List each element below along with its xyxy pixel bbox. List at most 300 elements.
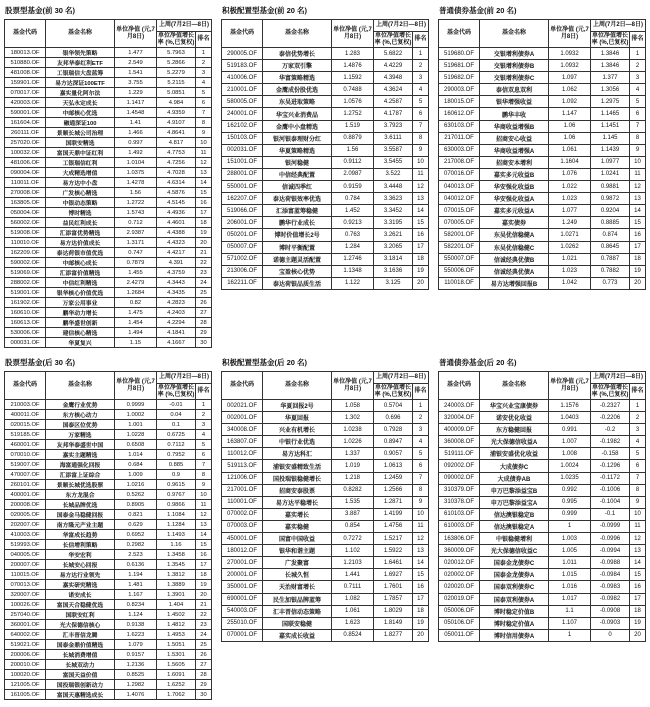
growth-cell: -0.1004 [591,496,630,508]
fund-name-cell: 民生加银品牌蓝筹 [263,593,332,605]
table-row [5,68,212,78]
table-row [439,156,646,168]
fund-code-cell: 200008.OF [5,500,46,510]
rank-cell: 17 [413,593,429,605]
growth-cell: 0.9872 [591,193,630,205]
table-title: 普通债券基金(前 20 名) [439,6,517,15]
nav-cell: 1.492 [115,148,157,158]
nav-cell: 1.0576 [332,96,374,108]
growth-cell: 1.1465 [591,108,630,120]
col-header-nav: 单位净值 (元,7月8日) [332,20,374,48]
table-row [439,168,646,180]
rank-cell: 17 [196,208,212,218]
fund-code-cell: 630003.OF [439,144,480,156]
table-row [5,308,212,318]
growth-cell: 0.9615 [157,480,196,490]
nav-cell: 1.466 [115,128,157,138]
fund-code-cell: 519001.OF [5,288,46,298]
fund-code-cell: 020015.OF [5,420,46,430]
nav-cell: 1.452 [332,205,374,217]
fund-code-cell: 582201.OF [439,241,480,253]
table-row [5,208,212,218]
table-row [5,410,212,420]
nav-cell: 1.076 [549,168,591,180]
nav-cell: 1.06 [549,120,591,132]
fund-name-cell: 嘉实多元收益B [480,168,549,180]
table-row [439,205,646,217]
fund-code-cell: 040005.OF [5,550,46,560]
fund-code-cell: 002031.OF [222,144,263,156]
rank-cell: 21 [196,248,212,258]
fund-code-cell: 460001.OF [5,440,46,450]
fund-code-cell: 110012.OF [222,448,263,460]
rank-cell: 16 [630,229,646,241]
fund-code-cell: 092002.OF [439,460,480,472]
rank-cell: 25 [196,288,212,298]
table-row [5,670,212,680]
rank-cell: 16 [413,581,429,593]
nav-cell: 0.9138 [115,620,157,630]
fund-name-cell: 嘉实债券 [480,217,549,229]
growth-cell: -0.0999 [591,520,630,532]
table-row [222,496,429,508]
fund-name-cell: 博时稳定价值B [480,605,549,617]
fund-name-cell: 信诚四季红 [263,181,332,193]
table-row [439,60,646,72]
rank-cell: 20 [630,629,646,641]
table-row [439,629,646,641]
nav-cell: 1.0403 [549,412,591,424]
growth-cell: 4.4388 [157,228,196,238]
growth-cell: 1.4756 [374,520,413,532]
rank-cell: 12 [413,533,429,545]
rank-cell: 2 [630,60,646,72]
fund-code-cell: 560002.OF [5,218,46,228]
rank-cell: 1 [413,400,429,412]
rank-cell: 30 [196,690,212,700]
rank-cell: 9 [630,496,646,508]
rank-cell: 16 [413,229,429,241]
col-header-rank: 排名 [630,32,646,48]
allocation-funds-bottom-table [221,371,429,642]
growth-cell: 0.9057 [374,448,413,460]
fund-name-cell: 益民红利成长 [46,218,115,228]
rank-cell: 1 [630,48,646,60]
growth-cell: 4.8641 [157,128,196,138]
growth-cell: 4.3624 [374,84,413,96]
fund-name-cell: 富国天合稳健优选 [46,600,115,610]
nav-cell: 3.887 [332,508,374,520]
fund-name-cell: 国投瑞银稳健增长 [263,472,332,484]
table-row [439,448,646,460]
table-row [222,460,429,472]
table-row [5,530,212,540]
growth-cell: 1.1493 [157,530,196,540]
nav-cell: 1.455 [115,268,157,278]
fund-code-cell: 161902.OF [5,298,46,308]
rank-cell: 21 [196,600,212,610]
growth-cell: 4.3435 [157,288,196,298]
rank-cell: 5 [630,96,646,108]
nav-cell: 1.56 [115,188,157,198]
fund-code-cell: 151001.OF [222,156,263,168]
rank-cell: 14 [196,178,212,188]
nav-cell: 1.1348 [332,265,374,277]
rank-cell: 12 [196,510,212,520]
rank-cell: 8 [413,484,429,496]
fund-name-cell: 汇添富价值精选 [46,268,115,278]
fund-code-cell: 162102.OF [222,120,263,132]
rank-cell: 6 [196,450,212,460]
fund-code-cell: 160612.OF [439,108,480,120]
nav-cell: 0.991 [549,424,591,436]
nav-cell: 1.097 [549,72,591,84]
table-row [222,424,429,436]
fund-name-cell: 汇添富蓝筹稳健 [263,205,332,217]
table-row [439,545,646,557]
fund-name-cell: 鹏华盛世创新 [46,318,115,328]
table-row [5,500,212,510]
nav-cell: 1.5743 [115,208,157,218]
fund-name-cell: 华商收益增强A [480,144,549,156]
fund-code-cell: 200007.OF [5,560,46,570]
growth-cell: 1.3545 [157,560,196,570]
table-row [5,470,212,480]
nav-cell: 1.061 [332,605,374,617]
fund-name-cell: 国投瑞银创新动力 [46,680,115,690]
fund-code-cell: 400009.OF [439,424,480,436]
nav-cell: 0.995 [549,496,591,508]
table-row [5,198,212,208]
fund-code-cell: 050201.OF [222,229,263,241]
growth-cell: -0.01 [157,400,196,410]
fund-code-cell: 160610.OF [5,308,46,318]
rank-cell: 10 [196,138,212,148]
nav-cell: 1.194 [115,570,157,580]
nav-cell: 0.992 [549,484,591,496]
rank-cell: 27 [196,660,212,670]
rank-cell: 17 [413,241,429,253]
nav-cell: 1.477 [115,48,157,58]
rank-cell: 23 [196,620,212,630]
fund-code-cell: 050004.OF [5,208,46,218]
nav-cell: 1.4278 [115,178,157,188]
table-row [439,605,646,617]
nav-cell: 1.023 [549,193,591,205]
fund-code-cell: 270001.OF [222,557,263,569]
table-row [222,72,429,84]
table-row [5,630,212,640]
fund-name-cell: 友邦华泰盛世中国 [46,440,115,450]
fund-code-cell: 260101.OF [5,480,46,490]
fund-code-cell: 100020.OF [5,670,46,680]
col-header-week: 上周(7月2日—8日) [374,372,429,384]
nav-cell: 1.1417 [115,98,157,108]
nav-cell: 2.549 [115,58,157,68]
nav-cell: 1.06 [549,132,591,144]
growth-cell: 0.874 [591,229,630,241]
nav-cell: 1.079 [115,640,157,650]
nav-cell: 1.147 [549,108,591,120]
fund-name-cell: 交银增利债券C [480,72,549,84]
table-row [222,241,429,253]
nav-cell: 0.8905 [115,500,157,510]
nav-cell: 1.0024 [549,460,591,472]
rank-cell: 18 [413,253,429,265]
rank-cell: 4 [630,436,646,448]
fund-name-cell: 嘉实成长收益 [263,629,332,641]
table-row [5,338,212,348]
fund-name-cell: 汇添富上证综合 [46,470,115,480]
rank-cell: 15 [196,188,212,198]
rank-cell: 19 [413,617,429,629]
rank-cell: 1 [196,400,212,410]
rank-cell: 3 [413,72,429,84]
fund-code-cell: 610103.OF [439,508,480,520]
fund-code-cell: 400001.OF [5,490,46,500]
nav-cell: 1.0235 [549,472,591,484]
growth-cell: -0.0996 [591,533,630,545]
rank-cell: 18 [630,253,646,265]
rank-cell: 8 [196,470,212,480]
table-row [5,258,212,268]
nav-cell: 1.441 [332,569,374,581]
growth-cell: 4.391 [157,258,196,268]
table-row [222,533,429,545]
nav-cell: 0.9157 [115,650,157,660]
nav-cell: 1.337 [332,448,374,460]
rank-cell: 11 [630,168,646,180]
growth-cell: 4.4323 [157,238,196,248]
growth-cell: 1.3846 [591,60,630,72]
col-header-fund-name: 基金名称 [263,20,332,48]
fund-code-cell: 070001.OF [222,629,263,641]
growth-cell: 0.885 [157,460,196,470]
fund-code-cell: 257040.OF [5,610,46,620]
nav-cell: 1.001 [115,420,157,430]
table-row [5,48,212,58]
fund-name-cell: 银华增强收益 [480,96,549,108]
col-header-fund-code: 基金代码 [439,372,480,400]
growth-cell: 3.3452 [374,205,413,217]
growth-cell: -0.1982 [591,436,630,448]
rank-cell: 17 [196,560,212,570]
nav-cell: 0.82 [115,298,157,308]
fund-name-cell: 国联安红利 [46,610,115,620]
nav-cell: 1.218 [332,472,374,484]
nav-cell: 0.6952 [115,530,157,540]
nav-cell: 1.481 [115,580,157,590]
col-header-fund-code: 基金代码 [5,20,46,48]
rank-cell: 22 [196,258,212,268]
fund-code-cell: 288002.OF [5,278,46,288]
nav-cell: 1.021 [549,253,591,265]
nav-cell: 1.003 [549,533,591,545]
col-header-rank: 排名 [196,384,212,400]
fund-name-cell: 易方达价值成长 [46,238,115,248]
growth-cell: 1.5051 [157,640,196,650]
nav-cell: 2.523 [115,550,157,560]
fund-name-cell: 汇丰晋信动态策略 [263,605,332,617]
growth-cell: 4.7028 [157,168,196,178]
nav-cell: 0.8234 [115,600,157,610]
rank-cell: 4 [413,436,429,448]
col-header-fund-code: 基金代码 [5,372,46,400]
fund-name-cell: 富国天惠精选成长 [46,690,115,700]
rank-cell: 1 [630,400,646,412]
fund-code-cell: 470007.OF [5,470,46,480]
fund-code-cell: 040013.OF [439,181,480,193]
fund-name-cell: 金鹰行业优势 [46,400,115,410]
fund-code-cell: 161005.OF [5,690,46,700]
fund-name-cell: 东方稳健回报 [480,424,549,436]
col-header-week: 上周(7月2日—8日) [591,20,646,32]
col-header-week: 上周(7月2日—8日) [157,372,212,384]
rank-cell: 8 [630,484,646,496]
fund-name-cell: 富国天益价值 [46,670,115,680]
table-row [222,520,429,532]
rank-cell: 26 [196,650,212,660]
rank-cell: 15 [630,569,646,581]
nav-cell: 1.15 [115,338,157,348]
growth-cell: 1.5605 [157,660,196,670]
table-row [222,253,429,265]
growth-cell: 0.1 [157,420,196,430]
fund-code-cell: 200006.OF [5,650,46,660]
fund-code-cell: 162207.OF [222,193,263,205]
fund-name-cell: 泰达荷银效率优选 [263,193,332,205]
table-row [439,412,646,424]
growth-cell: 5.7963 [157,48,196,58]
rank-cell: 4 [630,84,646,96]
growth-cell: 1.0977 [591,156,630,168]
fund-name-cell: 中银行业优选 [263,436,332,448]
fund-name-cell: 嘉实稳健 [263,520,332,532]
rank-cell: 10 [630,156,646,168]
fund-code-cell: 002001.OF [222,412,263,424]
fund-name-cell: 融通深证100 [46,118,115,128]
nav-cell: 1.56 [332,144,374,156]
rank-cell: 18 [630,605,646,617]
growth-cell: 1.3812 [157,570,196,580]
fund-name-cell: 大成债券C [480,460,549,472]
growth-cell: -0.2206 [591,412,630,424]
rank-cell: 3 [630,424,646,436]
growth-cell: 0.8885 [591,217,630,229]
fund-name-cell: 广发聚富 [263,557,332,569]
fund-code-cell: 519185.OF [5,430,46,440]
fund-name-cell: 中邮核心成长 [46,258,115,268]
nav-cell: 1.2103 [332,557,374,569]
table-row [5,318,212,328]
rank-cell: 17 [630,241,646,253]
table-row [5,560,212,570]
stock-funds-top-section [4,3,218,348]
fund-code-cell: 050006.OF [439,605,480,617]
table-row [5,88,212,98]
col-header-nav: 单位净值 (元,7月8日) [549,372,591,400]
fund-name-cell: 国泰金龙债券C [480,557,549,569]
table-row [439,277,646,289]
growth-cell: -0.1172 [591,472,630,484]
growth-cell: -0.0994 [591,545,630,557]
rank-cell: 6 [630,460,646,472]
table-row [5,128,212,138]
fund-name-cell: 汇添富优势精选 [46,228,115,238]
fund-code-cell: 257020.OF [5,138,46,148]
fund-name-cell: 国泰金马稳健回报 [46,510,115,520]
growth-cell: 5.6822 [374,48,413,60]
rank-cell: 7 [413,472,429,484]
nav-cell: 1.519 [332,120,374,132]
fund-code-cell: 290005.OF [222,48,263,60]
rank-cell: 9 [630,144,646,156]
growth-cell: 1.3901 [157,590,196,600]
table-row [222,181,429,193]
table-row [439,496,646,508]
growth-cell: 5.2866 [157,58,196,68]
growth-cell: 1.4502 [157,610,196,620]
nav-cell: 1.077 [549,205,591,217]
fund-code-cell: 519007.OF [5,460,46,470]
fund-name-cell: 友邦华泰红利ETF [46,58,115,68]
fund-name-cell: 嘉实增长 [263,508,332,520]
bond-funds-bottom-section [438,355,650,700]
growth-cell: -0.0988 [591,557,630,569]
growth-cell: 0.8947 [374,436,413,448]
allocation-funds-top-table [221,19,429,290]
nav-cell: 1.2136 [115,660,157,670]
fund-name-cell: 诺安优化收益 [480,412,549,424]
rank-cell: 14 [196,530,212,540]
fund-code-cell: 530006.OF [5,328,46,338]
fund-code-cell: 210003.OF [5,400,46,410]
fund-code-cell: 162211.OF [222,277,263,289]
rank-cell: 12 [196,158,212,168]
rank-cell: 8 [630,132,646,144]
fund-code-cell: 090004.OF [5,168,46,178]
table-row [5,590,212,600]
table-row [222,508,429,520]
nav-cell: 1.41 [115,118,157,128]
fund-name-cell: 泰达荷银品质生活 [263,277,332,289]
table-row [222,412,429,424]
fund-code-cell: 217011.OF [439,132,480,144]
growth-cell: 4.817 [157,138,196,148]
col-header-growth: 单位净值增长率 (%,已复权) [591,384,629,398]
table-row [5,400,212,410]
fund-name-cell: 景顺长城公司治理 [46,128,115,138]
nav-cell: 1.107 [549,617,591,629]
fund-name-cell: 中信经典配置 [263,168,332,180]
table-title: 股票型基金(前 30 名) [5,6,76,15]
fund-code-cell: 020005.OF [5,510,46,520]
rank-cell: 25 [196,640,212,650]
fund-name-cell: 东方龙混合 [46,490,115,500]
stock-funds-top-table [4,19,212,348]
table-row [439,217,646,229]
rank-cell: 3 [630,72,646,84]
col-header-growth: 单位净值增长率 (%,已复权) [591,32,629,46]
fund-name-cell: 东吴优信稳健A [480,229,549,241]
fund-name-cell: 万家双引擎 [263,60,332,72]
fund-code-cell: 550006.OF [439,265,480,277]
growth-cell: 0.5704 [374,400,413,412]
rank-cell: 20 [196,238,212,248]
fund-name-cell: 泰达荷银市值优选 [46,248,115,258]
growth-cell: 3.2621 [374,229,413,241]
fund-code-cell: 050011.OF [439,629,480,641]
